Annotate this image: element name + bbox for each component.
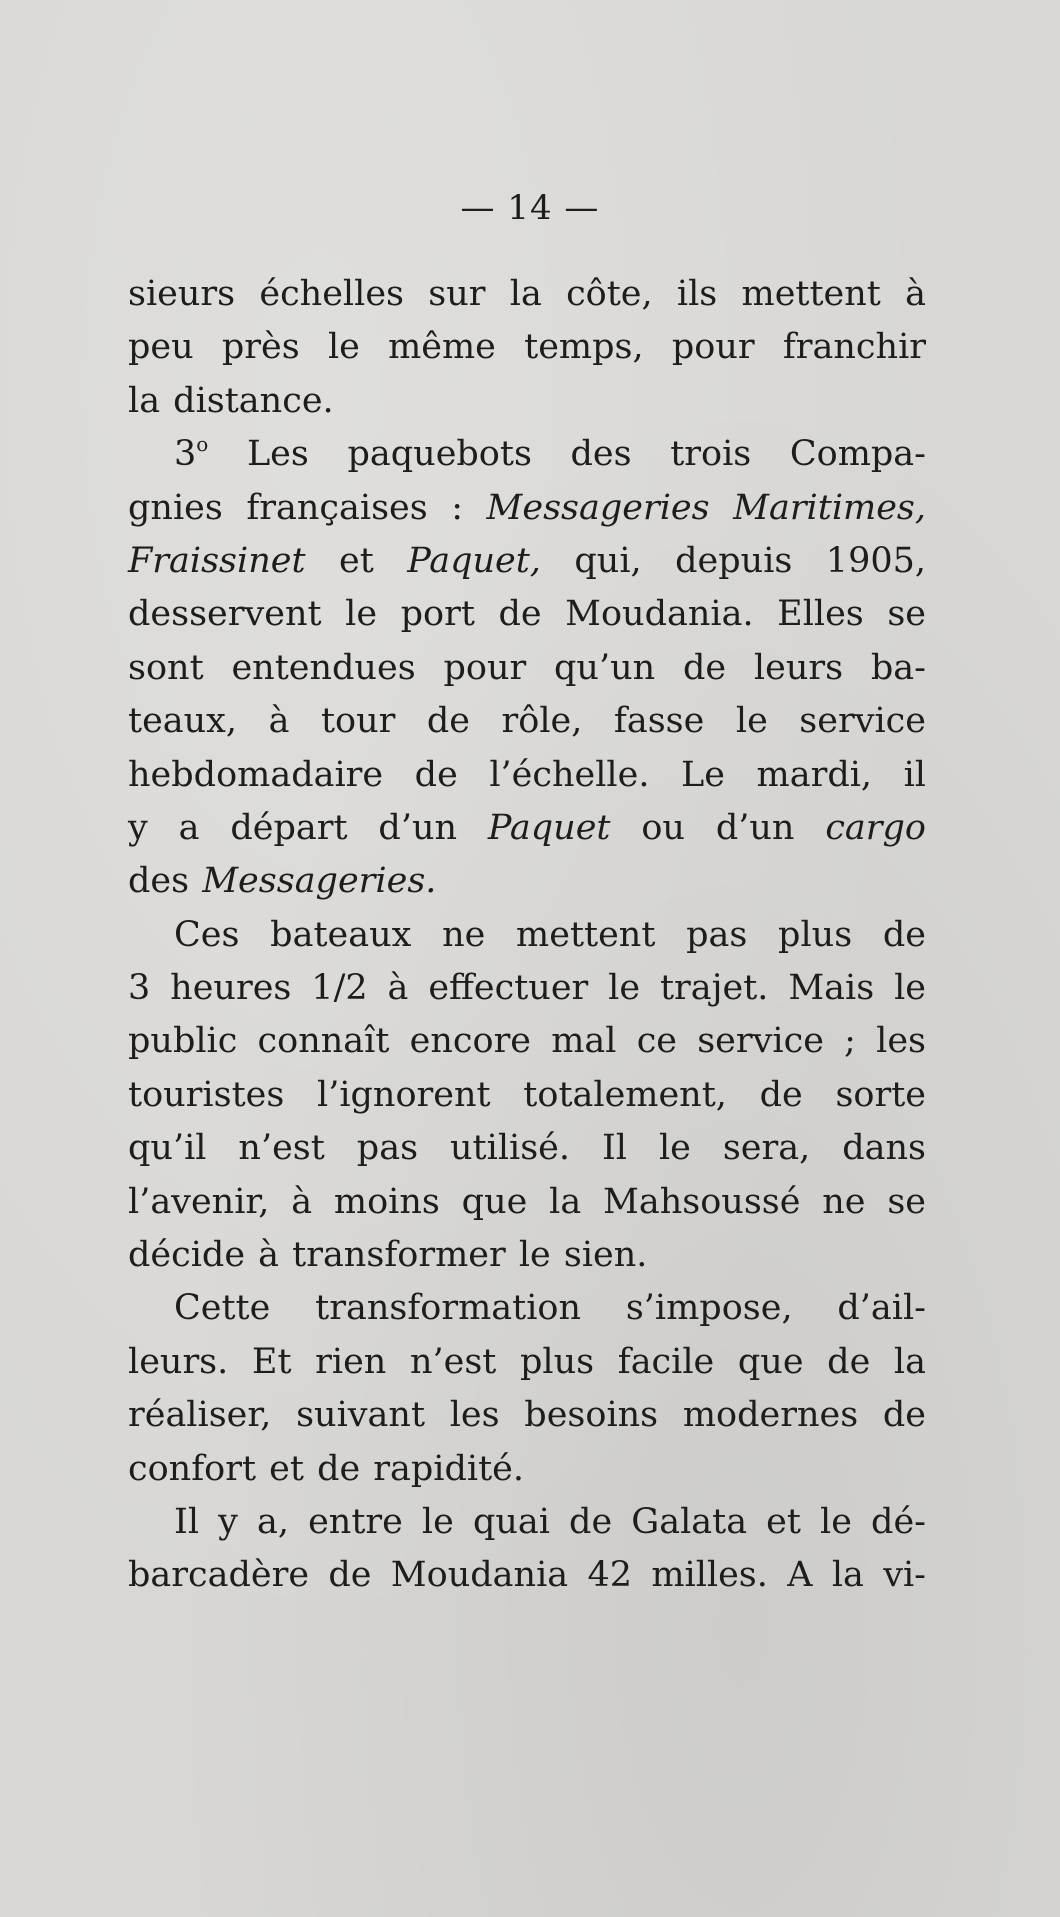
text-line xyxy=(128,588,926,641)
italic-text: Paquet xyxy=(487,807,611,848)
text-run: desservent le port de Moudania. Elles se xyxy=(128,594,926,635)
text-run: ou d’un xyxy=(610,807,826,848)
page-number: — 14 — xyxy=(460,188,600,228)
text-line xyxy=(128,802,926,855)
text-run: la distance. xyxy=(128,380,334,421)
text-run: gnies françaises : xyxy=(128,487,487,528)
text-run: décide à transformer le sien. xyxy=(128,1235,648,1276)
text-run: public connaît encore mal ce service ; les xyxy=(128,1021,926,1062)
text-line xyxy=(128,428,926,481)
text-run: confort et de rapidité. xyxy=(128,1448,525,1489)
text-run: barcadère de Moudania 42 milles. A la vi- xyxy=(128,1555,926,1596)
text-run: peu près le même temps, pour franchir xyxy=(128,327,926,368)
text-run: Cette transformation s’impose, d’ail- xyxy=(174,1288,926,1329)
text-line xyxy=(128,1176,926,1229)
text-run: sieurs échelles sur la côte, ils mettent à xyxy=(128,274,926,314)
text-line xyxy=(128,855,926,908)
text-line xyxy=(128,482,926,535)
text-line xyxy=(128,375,926,428)
text-line xyxy=(128,268,926,321)
text-line xyxy=(128,1496,926,1549)
text-run: 3 xyxy=(174,434,197,475)
superscript-text: o xyxy=(196,432,209,457)
italic-text: Fraissinet xyxy=(128,540,306,581)
text-run: réaliser, suivant les besoins modernes de xyxy=(128,1395,926,1436)
text-run: y a départ d’un xyxy=(128,807,488,848)
text-run: sont entendues pour qu’un de leurs ba- xyxy=(128,647,926,688)
text-run: et xyxy=(305,540,408,581)
text-line xyxy=(128,1015,926,1068)
text-line xyxy=(128,642,926,695)
text-line xyxy=(128,1282,926,1335)
italic-text: Messageries Maritimes, xyxy=(486,487,926,528)
text-run: leurs. Et rien n’est plus facile que de la xyxy=(128,1341,926,1382)
italic-text: cargo xyxy=(825,807,926,848)
italic-text: Paquet, xyxy=(407,540,541,581)
text-run: qu’il n’est pas utilisé. Il le sera, dans xyxy=(128,1128,926,1169)
text-run: des xyxy=(128,861,203,902)
text-line xyxy=(128,321,926,374)
text-line xyxy=(128,1443,926,1496)
text-line xyxy=(128,909,926,962)
text-run: Les paquebots des trois Compa- xyxy=(208,434,926,475)
text-line xyxy=(128,695,926,748)
body-text xyxy=(128,268,926,1603)
text-run: 3 heures 1/2 à effectuer le trajet. Mais le xyxy=(128,968,926,1009)
text-line xyxy=(128,749,926,802)
text-run: Il y a, entre le quai de Galata et le dé- xyxy=(174,1501,926,1542)
text-line xyxy=(128,1549,926,1602)
text-run: hebdomadaire de l’échelle. Le mardi, il xyxy=(128,754,926,795)
text-run: l’avenir, à moins que la Mahsoussé ne se xyxy=(128,1181,926,1222)
text-line xyxy=(128,535,926,588)
text-run: teaux, à tour de rôle, fasse le service xyxy=(128,701,926,742)
text-run: qui, depuis 1905, xyxy=(540,540,927,581)
text-line xyxy=(128,1122,926,1175)
italic-text: Messageries. xyxy=(202,861,437,902)
text-run: touristes l’ignorent totalement, de sorte xyxy=(128,1074,926,1115)
text-line xyxy=(128,1336,926,1389)
text-run: Ces bateaux ne mettent pas plus de xyxy=(174,914,926,955)
text-line xyxy=(128,1389,926,1442)
text-line xyxy=(128,1069,926,1122)
text-line xyxy=(128,962,926,1015)
text-line xyxy=(128,1229,926,1282)
